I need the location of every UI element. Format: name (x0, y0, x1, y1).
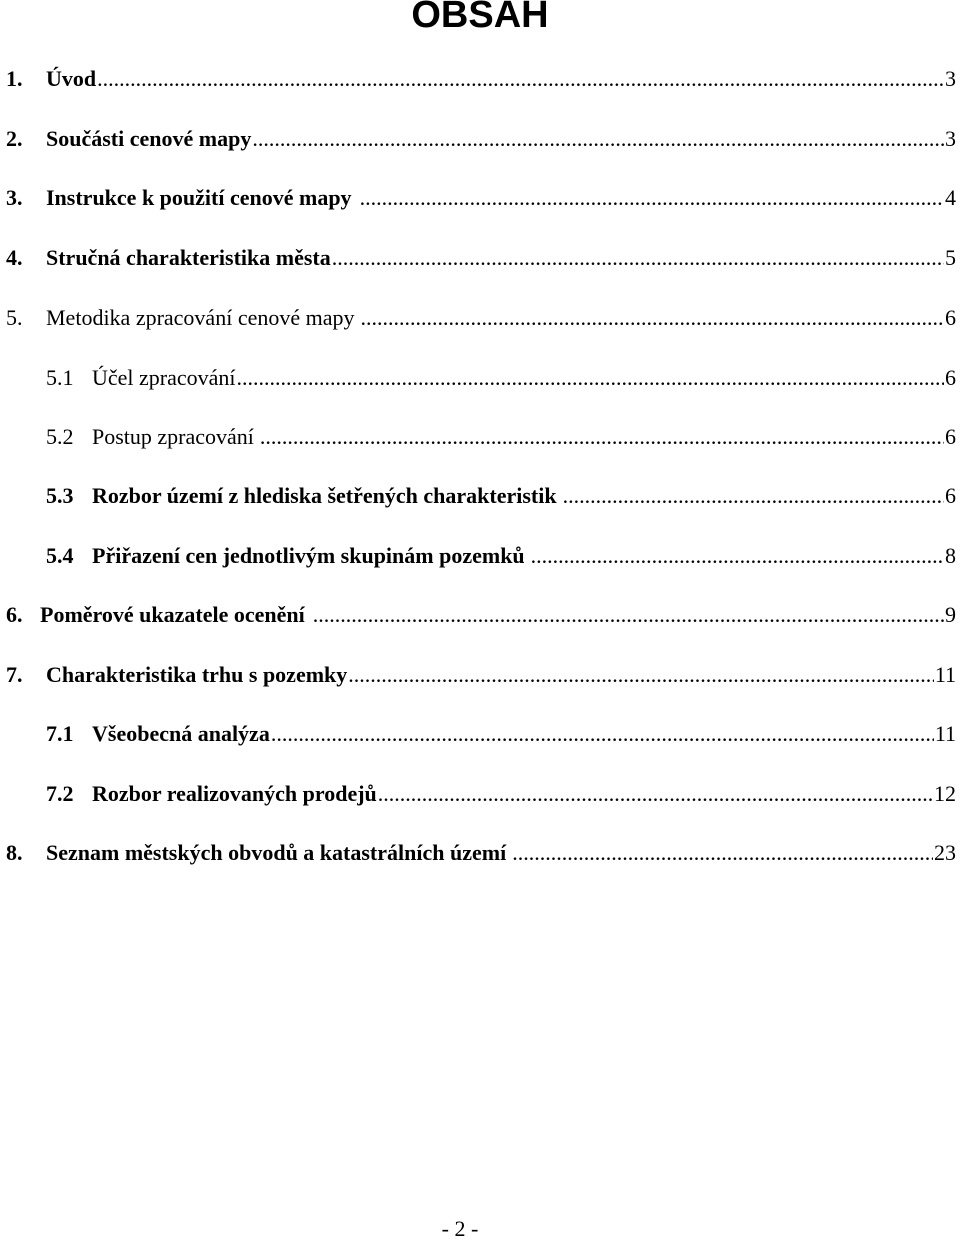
toc-entry-number: 5.3 (46, 483, 74, 508)
toc-entry-title: Metodika zpracování cenové mapy (46, 305, 355, 330)
toc-entry[interactable] (6, 124, 956, 154)
toc-entry-number: 3. (6, 185, 23, 210)
toc-entry[interactable] (6, 64, 956, 94)
toc-entry[interactable] (46, 363, 956, 393)
page-number: - 2 - (441, 1216, 479, 1241)
page-title: OBSAH (411, 0, 549, 36)
toc-entry[interactable] (6, 243, 956, 273)
toc-dot-leader (563, 481, 944, 511)
toc-dot-leader (531, 541, 944, 571)
toc-entry-title: Stručná charakteristika města (46, 245, 331, 270)
toc-dot-leader (260, 422, 944, 452)
toc-entry-page: 6 (945, 365, 956, 390)
toc-entry-number: 7. (6, 662, 23, 687)
toc-entry-page: 5 (945, 245, 956, 270)
toc-entry-page: 23 (934, 840, 956, 865)
toc-entry[interactable] (6, 600, 956, 630)
toc-entry-page: 9 (945, 602, 956, 627)
toc-dot-leader (512, 838, 933, 868)
toc-entry-page: 6 (945, 305, 956, 330)
toc-dot-leader (97, 64, 944, 94)
toc-entry[interactable] (46, 541, 956, 571)
toc-entry-number: 5.4 (46, 543, 74, 568)
toc-entry[interactable] (6, 660, 956, 690)
toc-entry-title: Všeobecná analýza (92, 721, 270, 746)
toc-entry-title: Charakteristika trhu s pozemky (46, 662, 348, 687)
toc-dot-leader (360, 303, 944, 333)
toc-dot-leader (332, 243, 944, 273)
toc-entry[interactable] (6, 838, 956, 868)
toc-dot-leader (271, 719, 934, 749)
toc-dot-leader (313, 600, 944, 630)
toc-entry-title: Poměrové ukazatele ocenění (40, 602, 305, 627)
toc-entry-page: 6 (945, 424, 956, 449)
toc-entry-title: Postup zpracování (92, 424, 254, 449)
toc-dot-leader (252, 124, 944, 154)
toc-entry[interactable] (46, 422, 956, 452)
toc-entry-title: Účel zpracování (92, 365, 236, 390)
toc-entry-number: 2. (6, 126, 23, 151)
toc-entry-number: 6. (6, 602, 23, 627)
toc-entry-page: 12 (934, 781, 956, 806)
toc-entry-title: Instrukce k použití cenové mapy (46, 185, 352, 210)
toc-entry-number: 4. (6, 245, 23, 270)
toc-entry-title: Seznam městských obvodů a katastrálních území (46, 840, 507, 865)
toc-entry-number: 5.2 (46, 424, 74, 449)
toc-entry-number: 5. (6, 305, 23, 330)
toc-entry[interactable] (46, 719, 956, 749)
toc-entry-title: Součásti cenové mapy (46, 126, 252, 151)
toc-dot-leader (237, 363, 944, 393)
toc-dot-leader (378, 779, 933, 809)
toc-entry-page: 11 (934, 721, 956, 746)
toc-entry-number: 8. (6, 840, 23, 865)
toc-entry-title: Přiřazení cen jednotlivým skupinám pozemků (92, 543, 525, 568)
toc-entry[interactable] (6, 183, 956, 213)
toc-entry[interactable] (6, 303, 956, 333)
toc-entry-page: 8 (945, 543, 956, 568)
toc-entry-title: Úvod (46, 66, 97, 91)
toc-entry-page: 4 (945, 185, 956, 210)
toc-entry-title: Rozbor realizovaných prodejů (92, 781, 377, 806)
toc-dot-leader (348, 660, 934, 690)
toc-entry-page: 6 (945, 483, 956, 508)
toc-dot-leader (360, 183, 944, 213)
toc-entry[interactable] (46, 481, 956, 511)
toc-entry-page: 3 (945, 126, 956, 151)
toc-entry[interactable] (46, 779, 956, 809)
toc-entry-page: 11 (934, 662, 956, 687)
toc-entry-number: 1. (6, 66, 23, 91)
toc-entry-number: 7.1 (46, 721, 74, 746)
toc-entry-page: 3 (945, 66, 956, 91)
toc-entry-title: Rozbor území z hlediska šetřených charakteristik (92, 483, 557, 508)
toc-entry-number: 7.2 (46, 781, 74, 806)
toc-entry-number: 5.1 (46, 365, 74, 390)
